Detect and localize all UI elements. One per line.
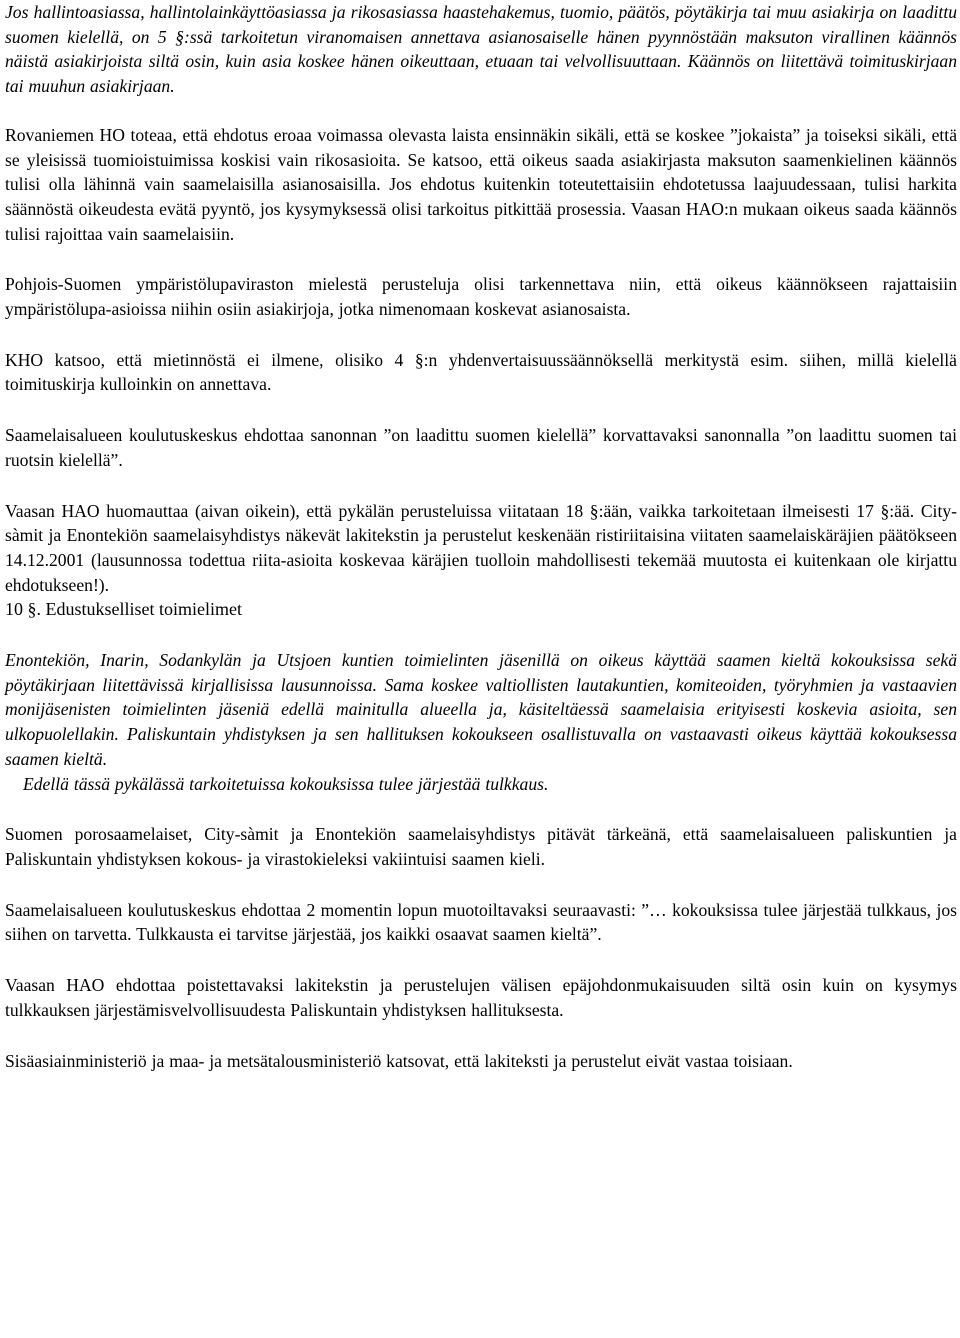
paragraph-vaasa-hao-proposal: Vaasan HAO ehdottaa poistettavaksi lakitekstin ja perustelujen välisen epäjohdonmukaisuuden siltä osin kuin on kysymys tulkkauksen järjestämisvelvollisuudesta Paliskuntain yhdistyksen hallituksesta.	[5, 975, 957, 1020]
paragraph-education-centre-proposal: Saamelaisalueen koulutuskeskus ehdottaa 2 momentin lopun muotoiltavaksi seuraavasti: ”… kokouksissa tulee järjestää tulkkaus, jos siihen on tarvetta. Tulkkausta ei tarvitse järjestää, jos kaikki osaavat saamen kieltä”.	[5, 899, 957, 945]
paragraph-vaasa-hao: Vaasan HAO huomauttaa (aivan oikein), että pykälän perusteluissa viitataan 18 §:ään, vaikka tarkoitetaan ilmeisesti 17 §:ää. City-sàmit ja Enontekiön saamelaisyhdistys näkevät lakitekstin ja perustelut keskenään ristiriitaisina viitaten saamelaiskäräjien päätökseen 14.12.2001 (lausunnossa todettua riita-asioita koskevaa käräjien tuolloin mahdollisesti tekemää muutosta ei kuitenkaan ole kirjattu ehdotukseen!).	[5, 500, 957, 595]
paragraph-translation-rule: Jos hallintoasiassa, hallintolainkäyttöasiassa ja rikosasiassa haastehakemus, tuomio, päätös, pöytäkirja tai muu asiakirja on laadittu suomen kielellä, on 5 §:ssä tarkoitetun viranomaisen annettava asianosaiselle hänen pyynnöstään maksuton virallinen käännös näistä asiakirjoista siltä osin, kuin asia koskee hänen oikeuttaan, etuaan tai velvollisuuttaan. Käännös on liitettävä toimituskirjaan tai muuhun asiakirjaan.	[5, 2, 957, 97]
paragraph-education-centre: Saamelaisalueen koulutuskeskus ehdottaa sanonnan ”on laadittu suomen kielellä” korvattavaksi sanonnalla ”on laadittu suomen tai ruotsin kielellä”.	[5, 425, 957, 470]
paragraph-ministries: Sisäasiainministeriö ja maa- ja metsätalousministeriö katsovat, että lakiteksti ja perustelut eivät vastaa toisiaan.	[5, 1050, 793, 1071]
section-heading: 10 §. Edustukselliset toimielimet	[5, 599, 242, 620]
paragraph-kho: KHO katsoo, että mietinnöstä ei ilmene, olisiko 4 §:n yhdenvertaisuussäännöksellä merkitystä esim. siihen, millä kielellä toimituskirja kulloinkin on annettava.	[5, 349, 957, 395]
document-page	[5, 0, 957, 1073]
paragraph-environmental-permit: Pohjois-Suomen ympäristölupaviraston mielestä perusteluja olisi tarkennettava niin, että oikeus käännökseen rajattaisiin ympäristölupa-asioissa niihin osiin asiakirjoja, jotka nimenomaan koskevat asianosaista.	[5, 274, 957, 320]
paragraph-reindeer-sami: Suomen porosaamelaiset, City-sàmit ja Enontekiön saamelaisyhdistys pitävät tärkeänä, että saamelaisalueen paliskuntien ja Paliskuntain yhdistyksen kokous- ja virastokieleksi vakiintuisi saamen kieli.	[5, 824, 957, 869]
paragraph-representative-bodies: Enontekiön, Inarin, Sodankylän ja Utsjoen kuntien toimielinten jäsenillä on oikeus käyttää saamen kieltä kokouksissa sekä pöytäkirjaan liitettävissä kirjallisissa lausunnoissa. Sama koskee valtiollisten lautakuntien, komiteoiden, työryhmien ja vastaavien monijäsenisten toimielinten jäseniä edellä mainitulla alueella ja, käsiteltäessä saamelaisia erityisesti koskevia asioita, sen ulkopuolellakin. Paliskuntain yhdistyksen ja sen hallituksen kokoukseen osallistuvalla on vastaavasti oikeus käyttää kokouksessa saamen kieltä.	[5, 650, 957, 769]
paragraph-rovaniemi-ho: Rovaniemen HO toteaa, että ehdotus eroaa voimassa olevasta laista ensinnäkin sikäli, että se koskee ”jokaista” ja toiseksi sikäli, että se yleisissä tuomioistuimissa koskisi vain rikosasioita. Se katsoo, että oikeus saada asiakirjasta maksuton saamenkielinen käännös tulisi olla lähinnä vain saamelaisilla asianosaisilla. Jos ehdotus kuitenkin toteutettaisiin ehdotetussa laajuudessaan, tulisi harkita säännöstä oikeudesta evätä pyyntö, jos kysymyksessä olisi tarkoitus pitkittää prosessia. Vaasan HAO:n mukaan oikeus saada käännös tulisi rajoittaa vain saamelaisiin.	[5, 124, 957, 244]
paragraph-interpretation: Edellä tässä pykälässä tarkoitetuissa kokouksissa tulee järjestää tulkkaus.	[23, 773, 549, 794]
